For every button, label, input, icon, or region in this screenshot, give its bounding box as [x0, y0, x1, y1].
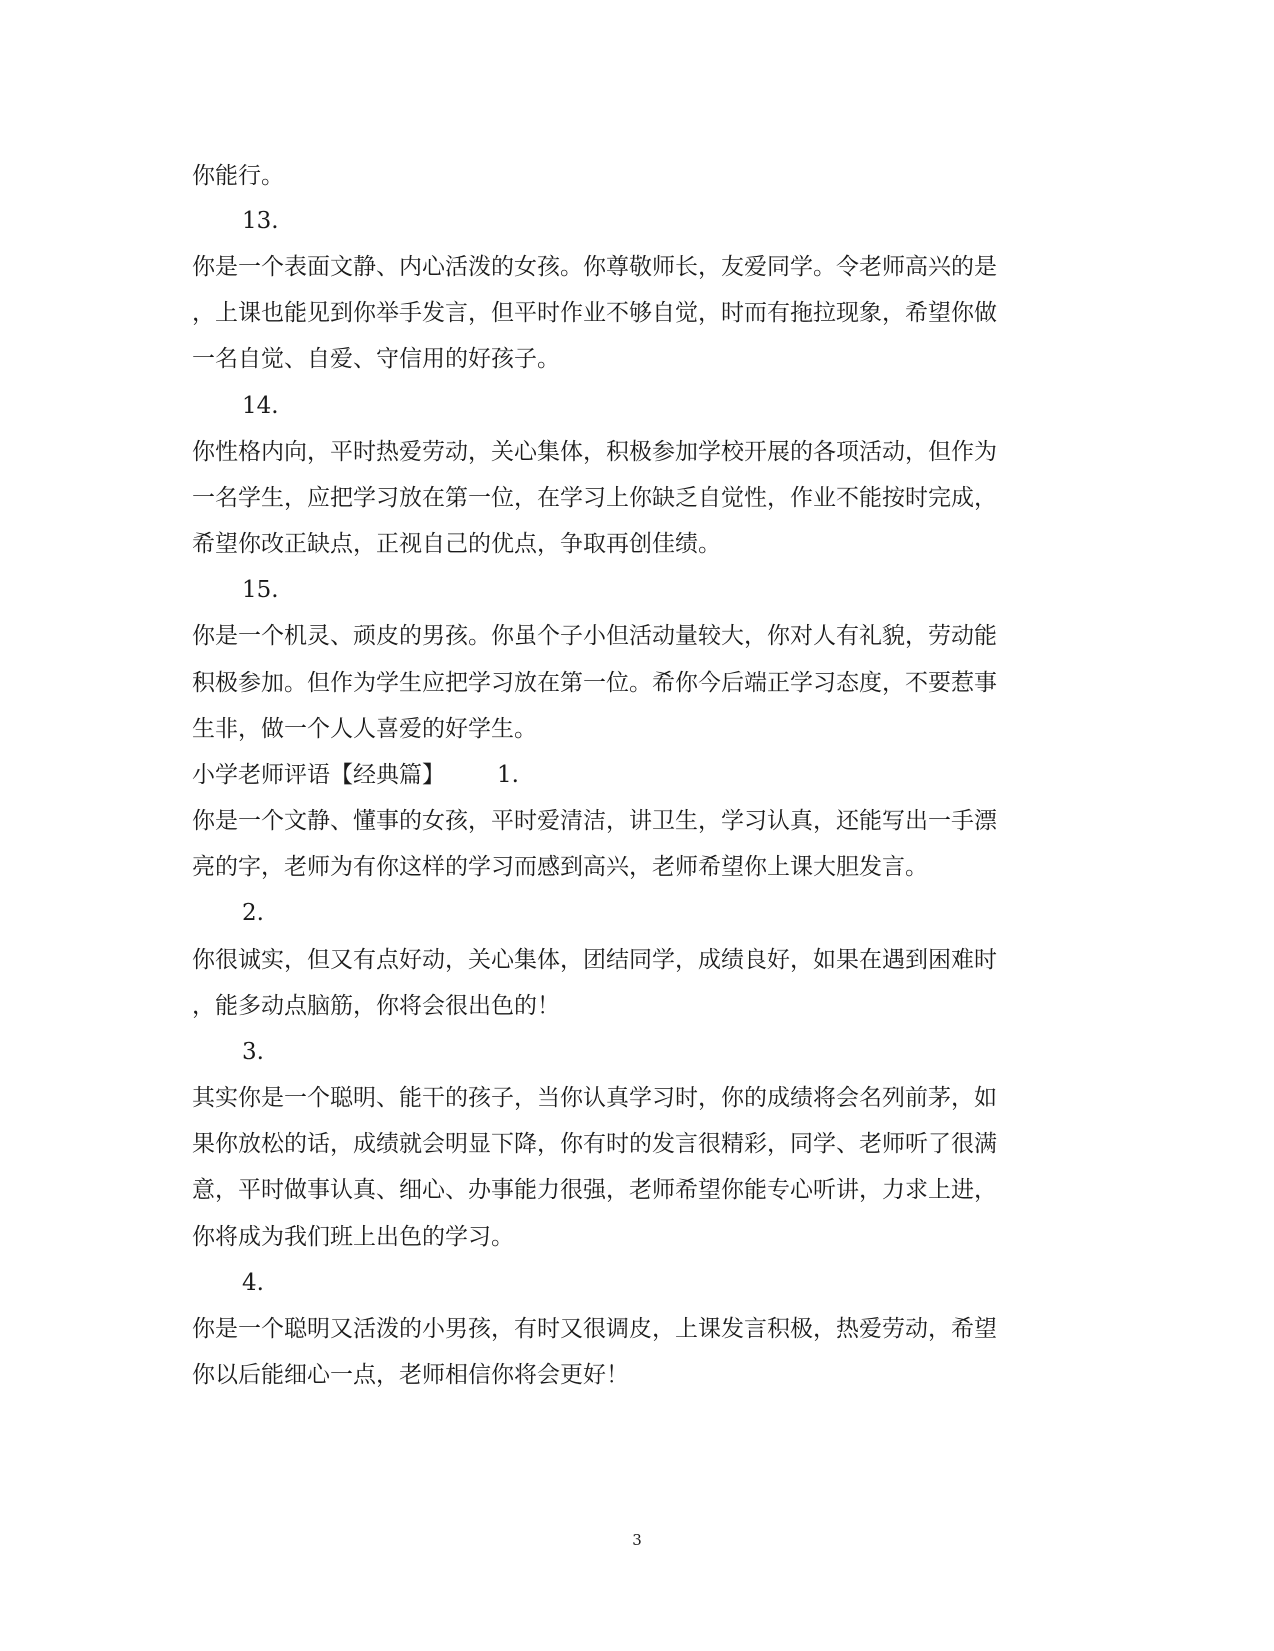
text-line: 意，平时做事认真、细心、办事能力很强，老师希望你能专心听讲，力求上进， — [192, 1177, 997, 1203]
item-number: 3. — [242, 1039, 264, 1065]
text-line: 一名自觉、自爱、守信用的好孩子。 — [192, 346, 560, 372]
text-line: 亮的字，老师为有你这样的学习而感到高兴，老师希望你上课大胆发言。 — [192, 854, 928, 880]
text-line: 一名学生，应把学习放在第一位，在学习上你缺乏自觉性，作业不能按时完成， — [192, 485, 997, 511]
item-number: 13. — [242, 208, 279, 234]
item-number: 4. — [242, 1270, 264, 1296]
text-line: 积极参加。但作为学生应把学习放在第一位。希你今后端正学习态度，不要惹事 — [192, 670, 997, 696]
text-line: 果你放松的话，成绩就会明显下降，你有时的发言很精彩，同学、老师听了很满 — [192, 1131, 997, 1157]
text-line: 你性格内向，平时热爱劳动，关心集体，积极参加学校开展的各项活动，但作为 — [192, 439, 997, 465]
text-line: 你很诚实，但又有点好动，关心集体，团结同学，成绩良好，如果在遇到困难时 — [192, 947, 997, 973]
text-line: 你以后能细心一点，老师相信你将会更好！ — [192, 1362, 629, 1388]
section-heading-line — [192, 760, 1092, 790]
item-number: 14. — [242, 393, 279, 419]
text-line: ，上课也能见到你举手发言，但平时作业不够自觉，时而有拖拉现象，希望你做 — [192, 300, 997, 326]
section-heading: 小学老师评语【经典篇】 — [192, 762, 445, 788]
text-line: ，能多动点脑筋，你将会很出色的！ — [192, 993, 560, 1019]
text-line: 生非，做一个人人喜爱的好学生。 — [192, 716, 537, 742]
item-number: 2. — [242, 900, 264, 926]
text-line: 你是一个机灵、顽皮的男孩。你虽个子小但活动量较大，你对人有礼貌，劳动能 — [192, 623, 997, 649]
text-line: 希望你改正缺点，正视自己的优点，争取再创佳绩。 — [192, 531, 721, 557]
text-line: 其实你是一个聪明、能干的孩子，当你认真学习时，你的成绩将会名列前茅，如 — [192, 1085, 997, 1111]
text-line: 你将成为我们班上出色的学习。 — [192, 1224, 514, 1250]
text-line: 你是一个聪明又活泼的小男孩，有时又很调皮，上课发言积极，热爱劳动，希望 — [192, 1316, 997, 1342]
text-line: 你能行。 — [192, 163, 284, 189]
text-line: 你是一个文静、懂事的女孩，平时爱清洁，讲卫生，学习认真，还能写出一手漂 — [192, 808, 997, 834]
page-number: 3 — [632, 1531, 642, 1549]
text-line: 你是一个表面文静、内心活泼的女孩。你尊敬师长，友爱同学。令老师高兴的是 — [192, 254, 997, 280]
item-number: 1. — [497, 762, 519, 788]
item-number: 15. — [242, 577, 279, 603]
